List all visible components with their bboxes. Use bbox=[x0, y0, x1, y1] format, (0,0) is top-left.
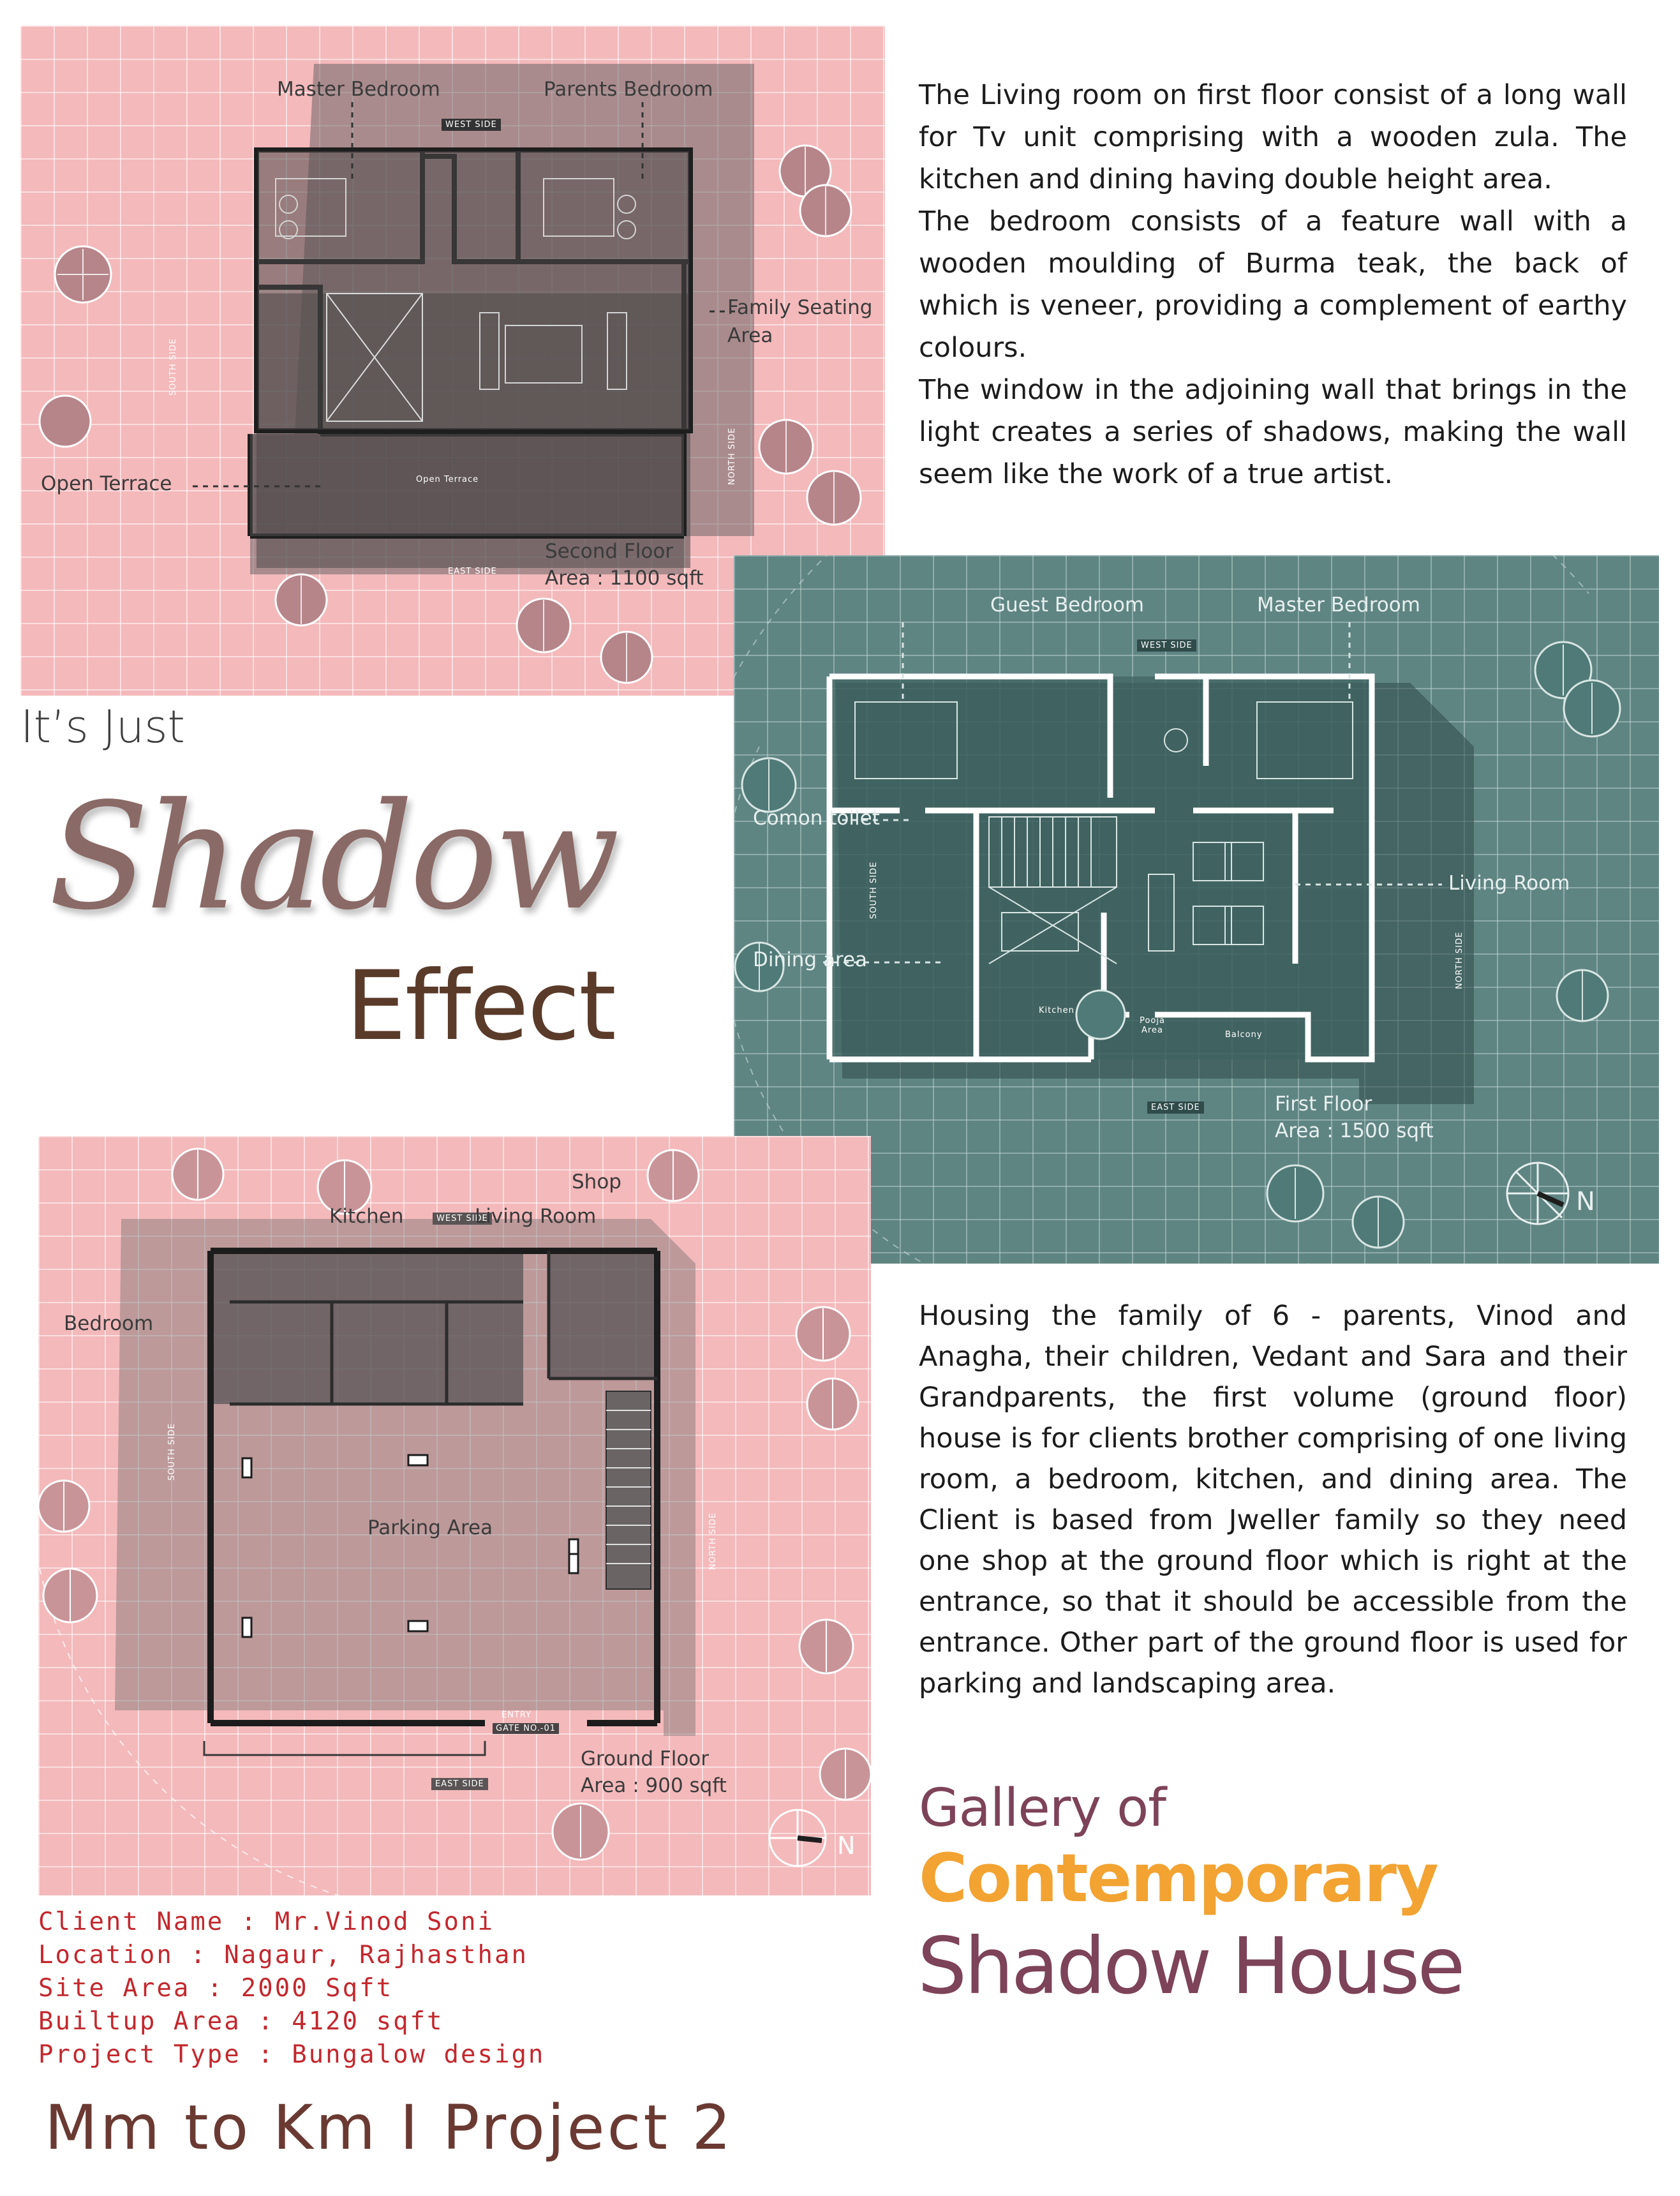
first-floor-panel bbox=[734, 555, 1659, 1264]
description-first-floor bbox=[919, 74, 1627, 495]
label-living-room: Living Room bbox=[1448, 872, 1570, 895]
label-common-toilet: Comon toilet bbox=[753, 807, 880, 830]
info-builtup-area: Builtup Area : 4120 sqft bbox=[38, 2007, 444, 2036]
label-parking-area: Parking Area bbox=[368, 1516, 493, 1539]
north-label-ground: N bbox=[837, 1832, 856, 1860]
label-west-side-first: WEST SIDE bbox=[1137, 639, 1196, 652]
project-info bbox=[38, 1906, 545, 2072]
heading-effect: Effect bbox=[346, 951, 615, 1062]
label-guest-bedroom: Guest Bedroom bbox=[990, 594, 1145, 616]
description-paragraph: The Living room on first floor consist of a long wall for Tv unit comprising with a wooden zula. The kitchen and dining having double height area. bbox=[919, 79, 1627, 195]
label-north-side-first: NORTH SIDE bbox=[1455, 931, 1464, 989]
gallery-line-1: Gallery of bbox=[919, 1778, 1166, 1839]
description-paragraph: The bedroom consists of a feature wall with a wooden moulding of Burma teak, the back of which is veneer, providing a complement of earthy colours. bbox=[919, 205, 1627, 364]
label-east-side: EAST SIDE bbox=[448, 567, 497, 576]
label-second-floor: Second Floor bbox=[545, 540, 674, 563]
label-north-side-ground: NORTH SIDE bbox=[708, 1512, 718, 1570]
label-shop: Shop bbox=[572, 1170, 621, 1193]
label-first-floor: First Floor bbox=[1275, 1093, 1372, 1116]
gallery-line-3: Shadow House bbox=[918, 1921, 1463, 2012]
label-family-seating: Family Seating bbox=[727, 296, 873, 319]
label-pooja-area: Pooja Area bbox=[1140, 1016, 1165, 1035]
label-ground-floor: Ground Floor bbox=[581, 1747, 710, 1770]
label-bedroom-ground: Bedroom bbox=[64, 1312, 154, 1335]
label-kitchen-ground: Kitchen bbox=[329, 1205, 404, 1228]
ground-floor-panel bbox=[38, 1136, 871, 1895]
north-label-first: N bbox=[1576, 1187, 1595, 1216]
heading-its-just: It’s Just bbox=[20, 701, 185, 753]
label-east-side-ground: EAST SIDE bbox=[431, 1778, 488, 1790]
label-master-bedroom: Master Bedroom bbox=[277, 78, 440, 101]
footer-project-title: Mm to Km I Project 2 bbox=[45, 2092, 734, 2163]
label-balcony: Balcony bbox=[1225, 1030, 1263, 1040]
description-ground-floor: Housing the family of 6 - parents, Vinod and Anagha, their children, Vedant and Sara and their Grandparents, the first volume (ground floor) house is for clients brother comprising of one living room, a bedroom, kitchen, and dining area. The Client is based from Jweller family so they need one shop at the ground floor which is right at the entrance, so that it should be accessible from the entrance. Other part of the ground floor is used for parking and landscaping area. bbox=[919, 1300, 1627, 1699]
label-east-side-first: EAST SIDE bbox=[1147, 1102, 1204, 1114]
description-paragraph: The window in the adjoining wall that brings in the light creates a series of shadows, making the wall seem like the work of a true artist. bbox=[919, 374, 1627, 490]
label-open-terrace-plan: Open Terrace bbox=[416, 475, 479, 484]
label-north-side: NORTH SIDE bbox=[727, 427, 737, 485]
label-entry: ENTRY bbox=[502, 1710, 532, 1720]
heading-shadow: Shadow bbox=[48, 772, 616, 943]
label-family-seating-area: Area bbox=[727, 324, 773, 347]
label-ground-floor-area: Area : 900 sqft bbox=[581, 1774, 727, 1797]
label-west-side: WEST SIDE bbox=[442, 119, 501, 131]
label-south-side: SOUTH SIDE bbox=[168, 338, 178, 396]
label-open-terrace: Open Terrace bbox=[41, 472, 172, 495]
label-master-bedroom-first: Master Bedroom bbox=[1257, 594, 1420, 616]
info-project-type: Project Type : Bungalow design bbox=[38, 2040, 546, 2069]
label-south-side-first: SOUTH SIDE bbox=[869, 861, 879, 919]
info-client-name: Client Name : Mr.Vinod Soni bbox=[38, 1908, 494, 1936]
label-west-side-ground: WEST SIDE bbox=[433, 1213, 492, 1225]
gallery-line-2: Contemporary bbox=[919, 1839, 1438, 1917]
label-gate: GATE NO.-01 bbox=[493, 1723, 559, 1734]
label-living-room-ground: Living Room bbox=[475, 1205, 597, 1228]
info-site-area: Site Area : 2000 Sqft bbox=[38, 1974, 394, 2003]
label-parents-bedroom: Parents Bedroom bbox=[544, 78, 713, 101]
label-kitchen-first: Kitchen bbox=[1039, 1006, 1074, 1015]
label-second-floor-area: Area : 1100 sqft bbox=[545, 567, 704, 590]
label-dining-area: Dining area bbox=[753, 948, 868, 971]
label-south-side-ground: SOUTH SIDE bbox=[167, 1423, 177, 1481]
info-location: Location : Nagaur, Rajhasthan bbox=[38, 1941, 528, 1969]
label-first-floor-area: Area : 1500 sqft bbox=[1275, 1119, 1434, 1142]
